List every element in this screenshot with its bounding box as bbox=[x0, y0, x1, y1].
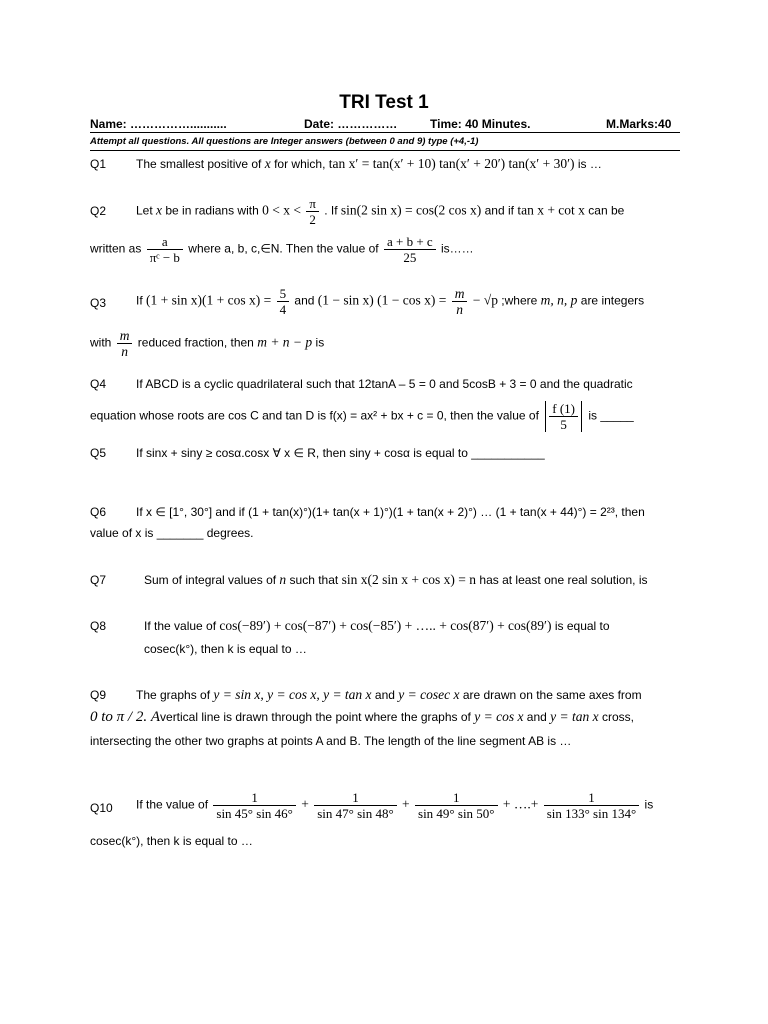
question-text: is…… bbox=[441, 241, 474, 256]
question-number: Q10 bbox=[90, 801, 113, 815]
question-text: The smallest positive of bbox=[136, 157, 262, 171]
question-text: If bbox=[136, 293, 143, 308]
question-text: written as bbox=[90, 241, 142, 256]
name-field: Name: ……………........... bbox=[90, 117, 227, 131]
question-2 bbox=[90, 196, 682, 276]
question-text: is bbox=[644, 797, 654, 812]
question-text: is _____ bbox=[588, 408, 634, 423]
question-text: where a, b, c,∈N. Then the value of bbox=[188, 241, 379, 256]
math-expression: m + n − p bbox=[257, 334, 313, 350]
math-var: m, n, p bbox=[540, 292, 578, 308]
question-text: can be bbox=[588, 203, 625, 218]
math-expression: y = cos x bbox=[474, 709, 524, 724]
question-number: Q8 bbox=[90, 619, 107, 633]
date-field: Date: …………… bbox=[304, 117, 398, 131]
math-var: n bbox=[279, 572, 287, 587]
math-expression: (1 − sin x) (1 − cos x) = bbox=[317, 292, 447, 308]
math-expression: sin(2 sin x) = cos(2 cos x) bbox=[340, 202, 482, 218]
question-text: is bbox=[315, 335, 325, 350]
question-text: If x ∈ [1°, 30°] and if (1 + tan(x)°)(1+ tan(x + 1)°)(1 + tan(x + 2)°) … (1 + tan(x + 44)°) = 2²³, then bbox=[136, 505, 645, 519]
question-text: is equal to bbox=[554, 619, 610, 633]
fraction-m-over-n: $\frac{m}{n}$ bbox=[452, 286, 468, 317]
question-text: If the value of bbox=[136, 797, 209, 812]
question-text: cosec(k°), then k is equal to … bbox=[144, 642, 307, 656]
fraction-a-over-pic-b: $\frac{a}{\text{πᶜ − b}}$ bbox=[147, 234, 183, 265]
question-3 bbox=[90, 286, 682, 366]
math-var: x bbox=[264, 156, 271, 171]
question-text: The graphs of bbox=[136, 688, 211, 702]
math-expression: 0 < x < bbox=[262, 202, 301, 218]
question-text: is … bbox=[577, 157, 602, 171]
fraction-pi-over-2: $\frac{\pi}{2}$ bbox=[306, 196, 319, 227]
math-expression: cos(−89′) + cos(−87′) + cos(−85′) + ….. + cos(87′) + cos(89′) bbox=[219, 618, 552, 633]
math-expression: tan x + cot x bbox=[517, 202, 585, 218]
question-text: are integers bbox=[580, 293, 645, 308]
question-number: Q5 bbox=[90, 446, 107, 460]
question-text: Sum of integral values of bbox=[144, 573, 277, 587]
question-text: for which, bbox=[274, 157, 326, 171]
question-number: Q7 bbox=[90, 573, 107, 587]
question-text: Let bbox=[136, 203, 153, 218]
math-expression: (1 + sin x)(1 + cos x) = bbox=[146, 292, 272, 308]
question-text: are drawn on the same axes from bbox=[462, 688, 642, 702]
abs-value-fraction: $\frac{f (1)}{5}$ bbox=[545, 401, 582, 432]
question-text: and if bbox=[484, 203, 514, 218]
question-text: value of x is _______ degrees. bbox=[90, 526, 254, 540]
question-text: . If bbox=[324, 203, 338, 218]
header-rule-bottom bbox=[90, 150, 680, 151]
question-text: If the value of bbox=[144, 619, 217, 633]
math-expression: tan x′ = tan(x′ + 10) tan(x′ + 20′) tan(x′ + 30′) bbox=[328, 156, 575, 171]
fraction-term-1: $\frac{1}{\sin 45^\circ \sin 46^\circ}$ bbox=[213, 790, 296, 821]
question-number: Q3 bbox=[90, 296, 107, 310]
math-operator: + bbox=[301, 796, 309, 812]
header-rule-top bbox=[90, 132, 680, 133]
question-text: and bbox=[526, 710, 547, 724]
math-expression: sin x(2 sin x + cos x) = n bbox=[341, 572, 477, 587]
math-operator: + bbox=[402, 796, 410, 812]
question-text: be in radians with bbox=[165, 203, 259, 218]
math-expression: y = sin x, y = cos x, y = tan x bbox=[213, 687, 372, 702]
math-expression: y = cosec x bbox=[398, 687, 460, 702]
question-text: cosec(k°), then k is equal to … bbox=[90, 834, 253, 848]
time-field: Time: 40 Minutes. bbox=[430, 117, 531, 131]
question-4 bbox=[90, 375, 682, 431]
question-text: has at least one real solution, is bbox=[479, 573, 648, 587]
question-text: ;where bbox=[501, 293, 538, 308]
fraction-term-2: $\frac{1}{\sin 47^\circ \sin 48^\circ}$ bbox=[314, 790, 397, 821]
instructions: Attempt all questions. All questions are Integer answers (between 0 and 9) type (+4,-1) bbox=[90, 136, 479, 147]
question-number: Q1 bbox=[90, 157, 107, 171]
question-text: reduced fraction, then bbox=[137, 335, 254, 350]
fraction-5-over-4: $\frac{5}{4}$ bbox=[277, 286, 290, 317]
question-text: vertical line is drawn through the point where the graphs of bbox=[160, 710, 471, 724]
question-text: equation whose roots are cos C and tan D is f(x) = ax² + bx + c = 0, then the value of bbox=[90, 408, 539, 423]
question-number: Q4 bbox=[90, 377, 107, 391]
marks-field: M.Marks:40 bbox=[606, 117, 672, 131]
page-title: TRI Test 1 bbox=[339, 92, 429, 113]
question-text: and bbox=[374, 688, 395, 702]
fraction-sum-over-25: $\frac{a + b + c}{25}$ bbox=[384, 234, 436, 265]
question-number: Q2 bbox=[90, 204, 107, 218]
question-text: with bbox=[90, 335, 112, 350]
question-10 bbox=[90, 790, 690, 860]
question-text: cross, bbox=[601, 710, 634, 724]
fraction-term-3: $\frac{1}{\sin 49^\circ \sin 50^\circ}$ bbox=[415, 790, 498, 821]
question-number: Q9 bbox=[90, 688, 107, 702]
question-text: If sinx + siny ≥ cosα.cosx ∀ x ∈ R, then siny + cosα is equal to ___________ bbox=[136, 446, 545, 460]
question-text: such that bbox=[289, 573, 339, 587]
math-expression: y = tan x bbox=[550, 709, 599, 724]
math-expression: − √p bbox=[472, 292, 498, 308]
question-number: Q6 bbox=[90, 505, 107, 519]
question-text: If ABCD is a cyclic quadrilateral such that 12tanA – 5 = 0 and 5cosB + 3 = 0 and the quadratic bbox=[136, 377, 633, 391]
fraction-m-over-n: $\frac{m}{n}$ bbox=[117, 328, 133, 359]
math-operator: + ….+ bbox=[502, 796, 539, 812]
question-text: intersecting the other two graphs at points A and B. The length of the line segment AB is … bbox=[90, 734, 572, 748]
math-var: x bbox=[156, 202, 163, 218]
math-expression: 0 to π / 2. A bbox=[90, 709, 161, 725]
fraction-term-last: $\frac{1}{\sin 133^\circ \sin 134^\circ}$ bbox=[544, 790, 640, 821]
question-text: and bbox=[294, 293, 315, 308]
